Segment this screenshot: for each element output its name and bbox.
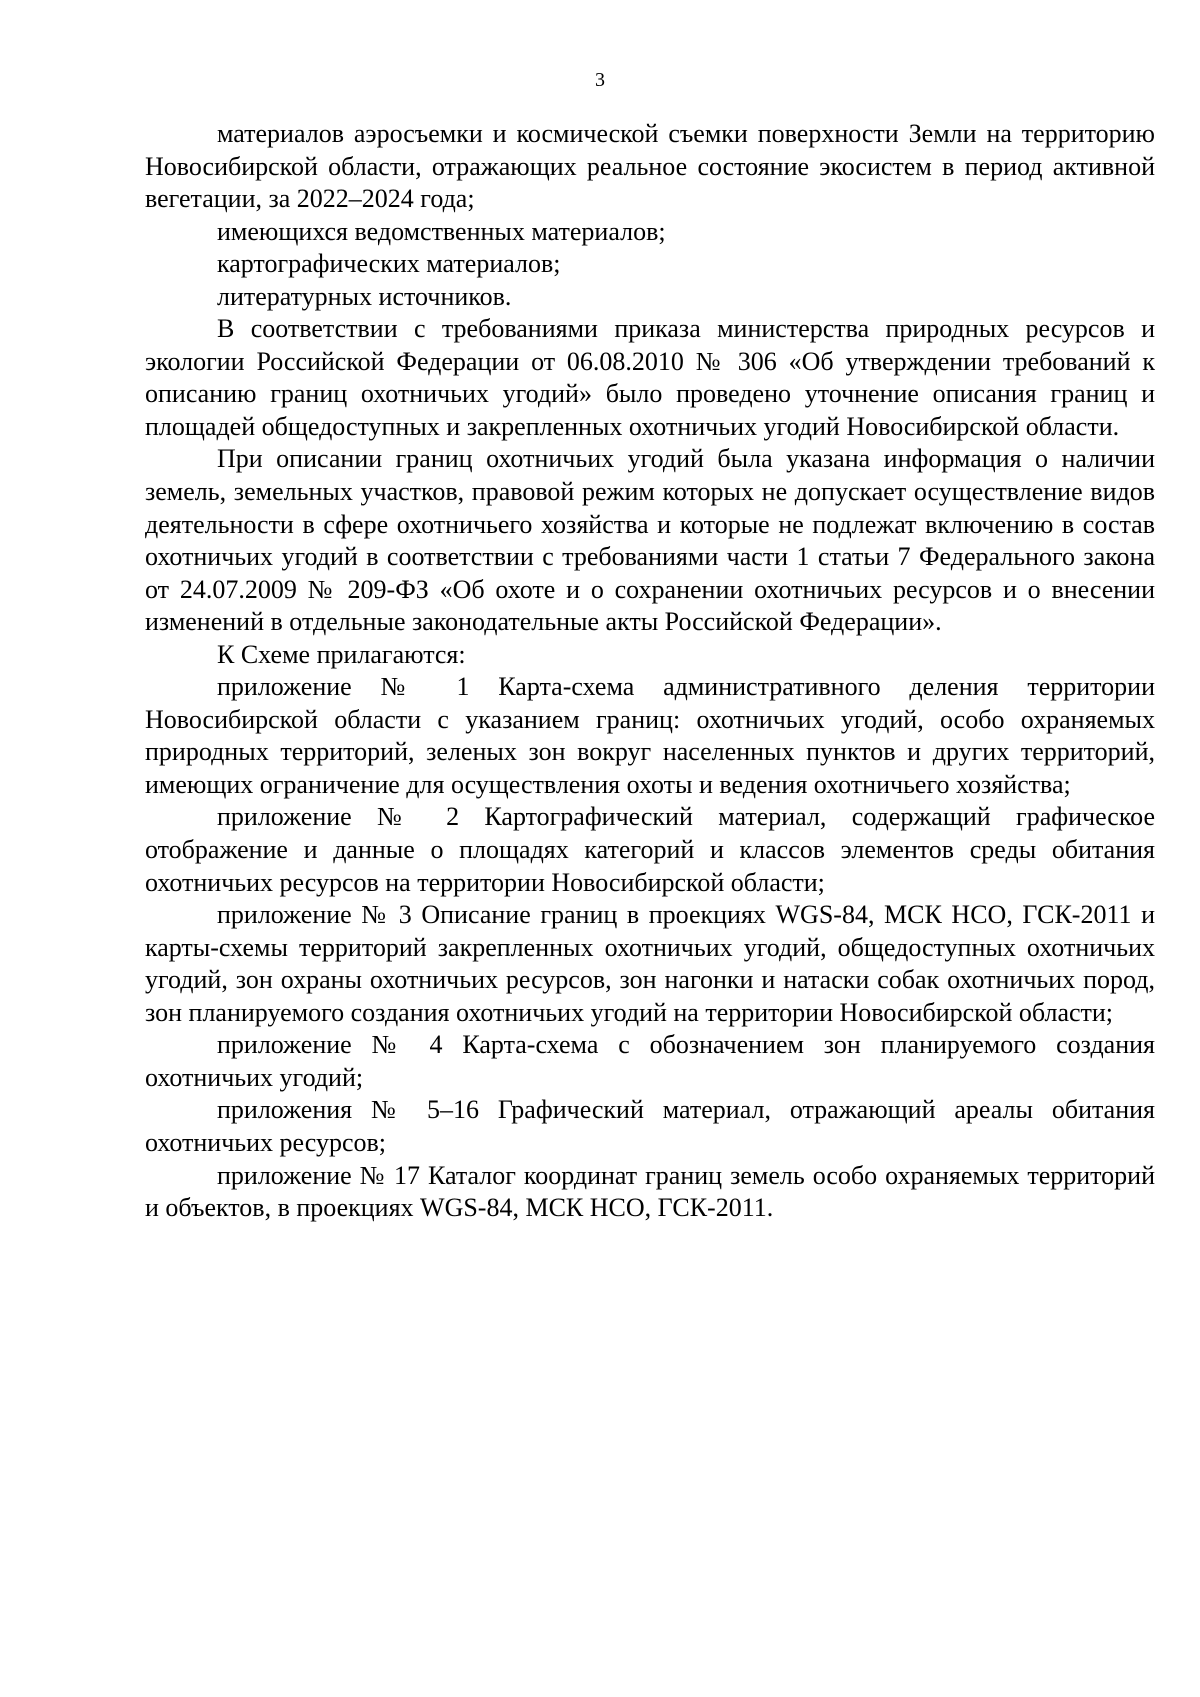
- paragraph-attachments-intro: К Схеме прилагаются:: [217, 639, 466, 669]
- paragraph-departmental-materials: имеющихся ведомственных материалов;: [217, 216, 666, 246]
- paragraph-source-materials: материалов аэросъемки и космической съемки поверхности Земли на территорию Новосибирской области, отражающих реальное состояние экосистем в период активной вегетации, за 2022–2024 года;: [145, 119, 1155, 214]
- paragraph-appendix-4: приложение № 4 Карта-схема с обозначением зон планируемого создания охотничьих угодий;: [145, 1030, 1155, 1092]
- paragraph-appendix-5-16: приложения № 5–16 Графический материал, отражающий ареалы обитания охотничьих ресурсов;: [145, 1095, 1155, 1157]
- paragraph-appendix-3: приложение № 3 Описание границ в проекциях WGS-84, МСК НСО, ГСК-2011 и карты-схемы территорий закрепленных охотничьих угодий, общедоступных охотничьих угодий, зон охраны охотничьих ресурсов, зон нагонки и натаски собак охотничьих пород, зон планируемого создания охотничьих угодий на территории Новосибирской области;: [145, 900, 1155, 1027]
- paragraph-appendix-1: приложение № 1 Карта-схема административного деления территории Новосибирской области с указанием границ: охотничьих угодий, особо охраняемых природных территорий, зеленых зон вокруг населенных пунктов и других территорий, имеющих ограничение для осуществления охоты и ведения охотничьего хозяйства;: [145, 672, 1155, 799]
- paragraph-ministry-order: В соответствии с требованиями приказа министерства природных ресурсов и экологии Российской Федерации от 06.08.2010 № 306 «Об утверждении требований к описанию границ охотничьих угодий» было проведено уточнение описания границ и площадей общедоступных и закрепленных охотничьих угодий Новосибирской области.: [145, 314, 1155, 441]
- paragraph-literature-sources: литературных источников.: [217, 281, 512, 311]
- page-number: 3: [595, 69, 605, 91]
- paragraph-appendix-2: приложение № 2 Картографический материал, содержащий графическое отображение и данные о площадях категорий и классов элементов среды обитания охотничьих ресурсов на территории Новосибирской области;: [145, 802, 1155, 897]
- document-body: [145, 118, 1155, 1225]
- paragraph-cartographic-materials: картографических материалов;: [217, 249, 561, 279]
- paragraph-boundary-description: При описании границ охотничьих угодий была указана информация о наличии земель, земельных участков, правовой режим которых не допускает осуществление видов деятельности в сфере охотничьего хозяйства и которые не подлежат включению в состав охотничьих угодий в соответствии с требованиями части 1 статьи 7 Федерального закона от 24.07.2009 № 209-ФЗ «Об охоте и о сохранении охотничьих ресурсов и о внесении изменений в отдельные законодательные акты Российской Федерации».: [145, 444, 1155, 637]
- paragraph-appendix-17: приложение № 17 Каталог координат границ земель особо охраняемых территорий и объектов, в проекциях WGS-84, МСК НСО, ГСК-2011.: [145, 1160, 1155, 1223]
